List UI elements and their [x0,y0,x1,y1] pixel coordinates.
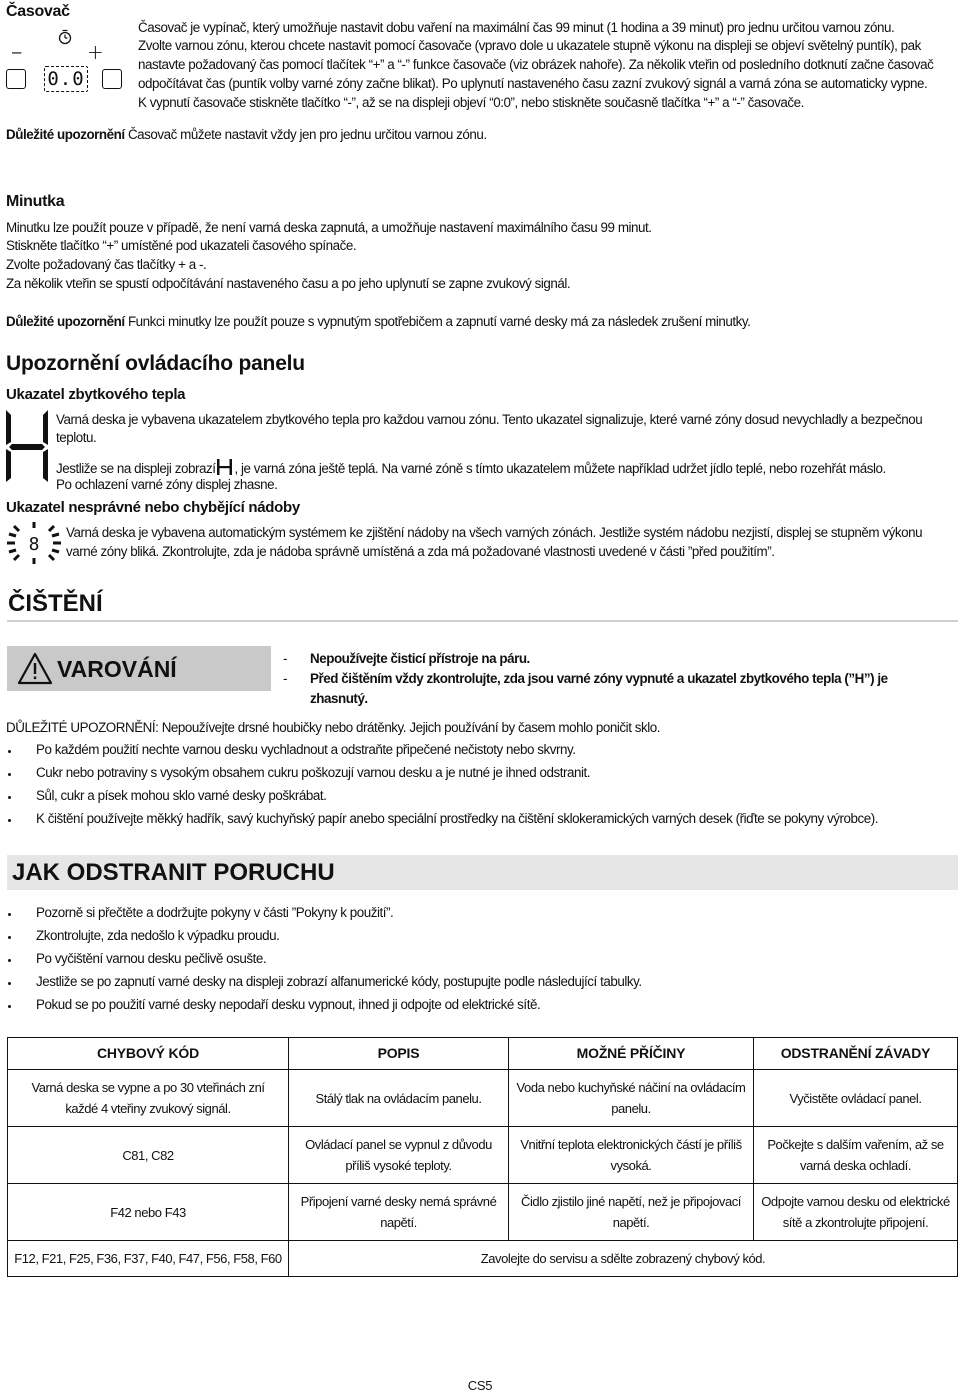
bullet [8,936,11,939]
timer-important-note [6,126,487,144]
minute-minder-line-1: Minutku lze použít pouze v případě, že není varná deska zapnutá, a umožňuje nastavení maximálního času 99 minut. [6,220,652,235]
cleaning-bullet-1: Po každém použití nechte varnou desku vychladnout a odstraňte připečené nečistoty nebo skvrny. [36,742,576,757]
table-cell: Odpojte varnou desku od elektrické sítě a zkontrolujte připojení. [754,1184,958,1241]
residual-line-3 [56,458,886,478]
residual-line-3-pre: Jestliže se na displeji zobrazí [56,461,216,476]
table-cell: F42 nebo F43 [8,1184,289,1241]
table-cell: C81, C82 [8,1127,289,1184]
minute-minder-line-4: Za několik vteřin se spustí odpočítávání nastaveného času a po jeho uplynutí se zapne zvukový signál. [6,276,571,291]
timer-heading: Časovač [6,3,70,20]
warning-dash-2: - [283,671,288,686]
bullet [8,913,11,916]
pan-detection-heading: Ukazatel nesprávné nebo chybějící nádoby [6,499,300,516]
table-cell: Čidlo zjistilo jiné napětí, než je připojovací napětí. [509,1184,754,1241]
warning-dash-1: - [283,651,288,666]
table-cell: Ovládací panel se vypnul z důvodu příliš vysoké teploty. [289,1127,509,1184]
table-header-cell: ODSTRANĚNÍ ZÁVADY [754,1038,958,1070]
table-cell: Vyčistěte ovládací panel. [754,1070,958,1127]
timer-minus-label: – [12,42,22,61]
minute-minder-heading: Minutka [6,193,65,210]
bullet [8,982,11,985]
control-panel-heading: Upozornění ovládacího panelu [6,352,305,375]
pan-display-digit: 8 [28,534,40,555]
troubleshooting-bullet-2: Zkontrolujte, zda nedošlo k výpadku proudu. [36,928,280,943]
table-row [8,1127,958,1184]
bullet [8,773,11,776]
page-number: CS5 [467,1378,493,1393]
warning-line-3: zhasnutý. [310,691,368,706]
warning-line-1: Nepoužívejte čisticí přístroje na páru. [310,651,530,666]
troubleshooting-bullet-3: Po vyčištění varnou desku pečlivě osušte. [36,951,267,966]
timer-plus-label: + [87,40,104,64]
warning-triangle-icon [17,652,53,685]
timer-display: 0.0 [44,66,88,92]
residual-heat-heading: Ukazatel zbytkového tepla [6,386,186,403]
table-header-cell: CHYBOVÝ KÓD [8,1038,289,1070]
table-cell: F12, F21, F25, F36, F37, F40, F47, F56, F58, F60 [8,1241,289,1277]
warning-label: VAROVÁNÍ [57,656,177,682]
troubleshooting-heading: JAK ODSTRANIT PORUCHU [12,859,335,886]
bullet [8,796,11,799]
table-cell: Stálý tlak na ovládacím panelu. [289,1070,509,1127]
error-code-table [7,1037,958,1277]
bullet [8,819,11,822]
troubleshooting-bullet-5: Pokud se po použití varné desky nepodaří desku vypnout, ihned ji odpojte od elektrické sítě. [36,997,541,1012]
timer-text-line-5: K vypnutí časovače stiskněte tlačítko “-”, až se na displeji objeví “0:0”, nebo stiskněte současně tlačítka “+” a “-” časovače. [138,95,804,110]
troubleshooting-bullet-4: Jestliže se po zapnutí varné desky na displeji zobrazí alfanumerické kódy, postupujte podle následující tabulky. [36,974,642,989]
cleaning-heading-rule [7,620,958,622]
minute-minder-important-text: Funkci minutky lze použít pouze s vypnutým spotřebičem a zapnutí varné desky má za následek zrušení minutky. [124,314,751,329]
table-cell: Počkejte s dalším vařením, až se varná deska ochladí. [754,1127,958,1184]
minute-minder-important-note [6,313,750,331]
pan-detection-display-icon [6,521,62,565]
pan-line-2: varné zóny bliká. Zkontrolujte, zda je nádoba správně umístěná a zda má požadované vlastnosti uvedené v části ”před použitím”. [66,544,775,559]
cleaning-note: DŮLEŽITÉ UPOZORNĚNÍ: Nepoužívejte drsné houbičky nebo drátěnky. Jejich používání by časem mohlo poničit sklo. [6,720,661,735]
timer-important-label: Důležité upozornění [6,127,125,142]
timer-plus-button[interactable] [102,69,122,89]
table-row [8,1070,958,1127]
timer-panel-illustration [4,28,134,98]
residual-heat-h-icon [4,408,50,484]
table-header-row [8,1038,958,1070]
minute-minder-line-3: Zvolte požadovaný čas tlačítky + a -. [6,257,207,272]
timer-important-text: Časovač můžete nastavit vždy jen pro jednu určitou varnou zónu. [124,127,487,142]
troubleshooting-heading-bar [7,855,958,890]
bullet [8,1005,11,1008]
cleaning-heading: ČIŠTĚNÍ [8,590,103,617]
minute-minder-line-2: Stiskněte tlačítko “+” umístěné pod ukazateli časového spínače. [6,238,357,253]
table-cell: Vnitřní teplota elektronických částí je příliš vysoká. [509,1127,754,1184]
inline-h-icon [216,458,233,476]
troubleshooting-bullet-1: Pozorně si přečtěte a dodržujte pokyny v části ”Pokyny k použití”. [36,905,394,920]
cleaning-bullet-3: Sůl, cukr a písek mohou sklo varné desky poškrábat. [36,788,327,803]
cleaning-bullet-4: K čištění používejte měkký hadřík, savý kuchyňský papír anebo speciální prostředky na čištění sklokeramických varných desek (řiďte se pokyny výrobce). [36,811,879,826]
bullet [8,750,11,753]
minute-minder-important-label: Důležité upozornění [6,314,125,329]
table-cell: Varná deska se vypne a po 30 vteřinách zní každé 4 vteřiny zvukový signál. [8,1070,289,1127]
table-row [8,1184,958,1241]
table-row [8,1241,958,1277]
table-cell: Připojení varné desky nemá správné napětí. [289,1184,509,1241]
warning-line-2: Před čištěním vždy zkontrolujte, zda jsou varné zóny vypnuté a ukazatel zbytkového tepla (”H”) je [310,671,888,686]
timer-text-line-3: nastavte požadovaný čas pomocí tlačítek “+” a “-” funkce časovače (viz obrázek nahoře). Za několik vteřin od posledního dotknutí začne časovač [138,57,934,72]
pan-line-1: Varná deska je vybavena automatickým systémem ke zjištění nádoby na všech varných zónách. Jestliže systém nádobu nezjistí, displej se stupněm výkonu [66,525,923,540]
timer-text-line-4: odpočítávat čas (puntík volby varné zóny začne blikat). Po uplynutí nastaveného času zazní zvukový signál a varná zóna se automaticky vypne. [138,76,928,91]
table-cell: Zavolejte do servisu a sdělte zobrazený chybový kód. [289,1241,958,1277]
cleaning-bullet-2: Cukr nebo potraviny s vysokým obsahem cukru poškozují varnou desku a je nutné je ihned odstranit. [36,765,591,780]
table-header-cell: POPIS [289,1038,509,1070]
residual-line-1: Varná deska je vybavena ukazatelem zbytkového tepla pro každou varnou zónu. Tento ukazatel signalizuje, které varné zóny dosud nevychladly a bezpečnou [56,412,923,427]
timer-text-line-1: Časovač je vypínač, který umožňuje nastavit dobu vaření na maximální čas 99 minut (1 hodina a 39 minut) pro jednu určitou varnou zónu. [138,20,895,35]
warning-box [7,646,271,691]
residual-line-2: teplotu. [56,430,97,445]
timer-text-line-2: Zvolte varnou zónu, kterou chcete nastavit pomocí časovače (vpravo dole u ukazatele stupně výkonu na displeji se objeví světelný puntík), pak [138,38,921,53]
residual-line-4: Po ochlazení varné zóny displej zhasne. [56,477,278,492]
residual-line-3-post: , je varná zóna ještě teplá. Na varné zóně s tímto ukazatelem můžete například udržet jídlo teplé, nebo rozehřát máslo. [234,461,886,476]
table-header-cell: MOŽNÉ PŘÍČINY [509,1038,754,1070]
timer-minus-button[interactable] [6,69,26,89]
bullet [8,959,11,962]
table-cell: Voda nebo kuchyňské náčiní na ovládacím panelu. [509,1070,754,1127]
